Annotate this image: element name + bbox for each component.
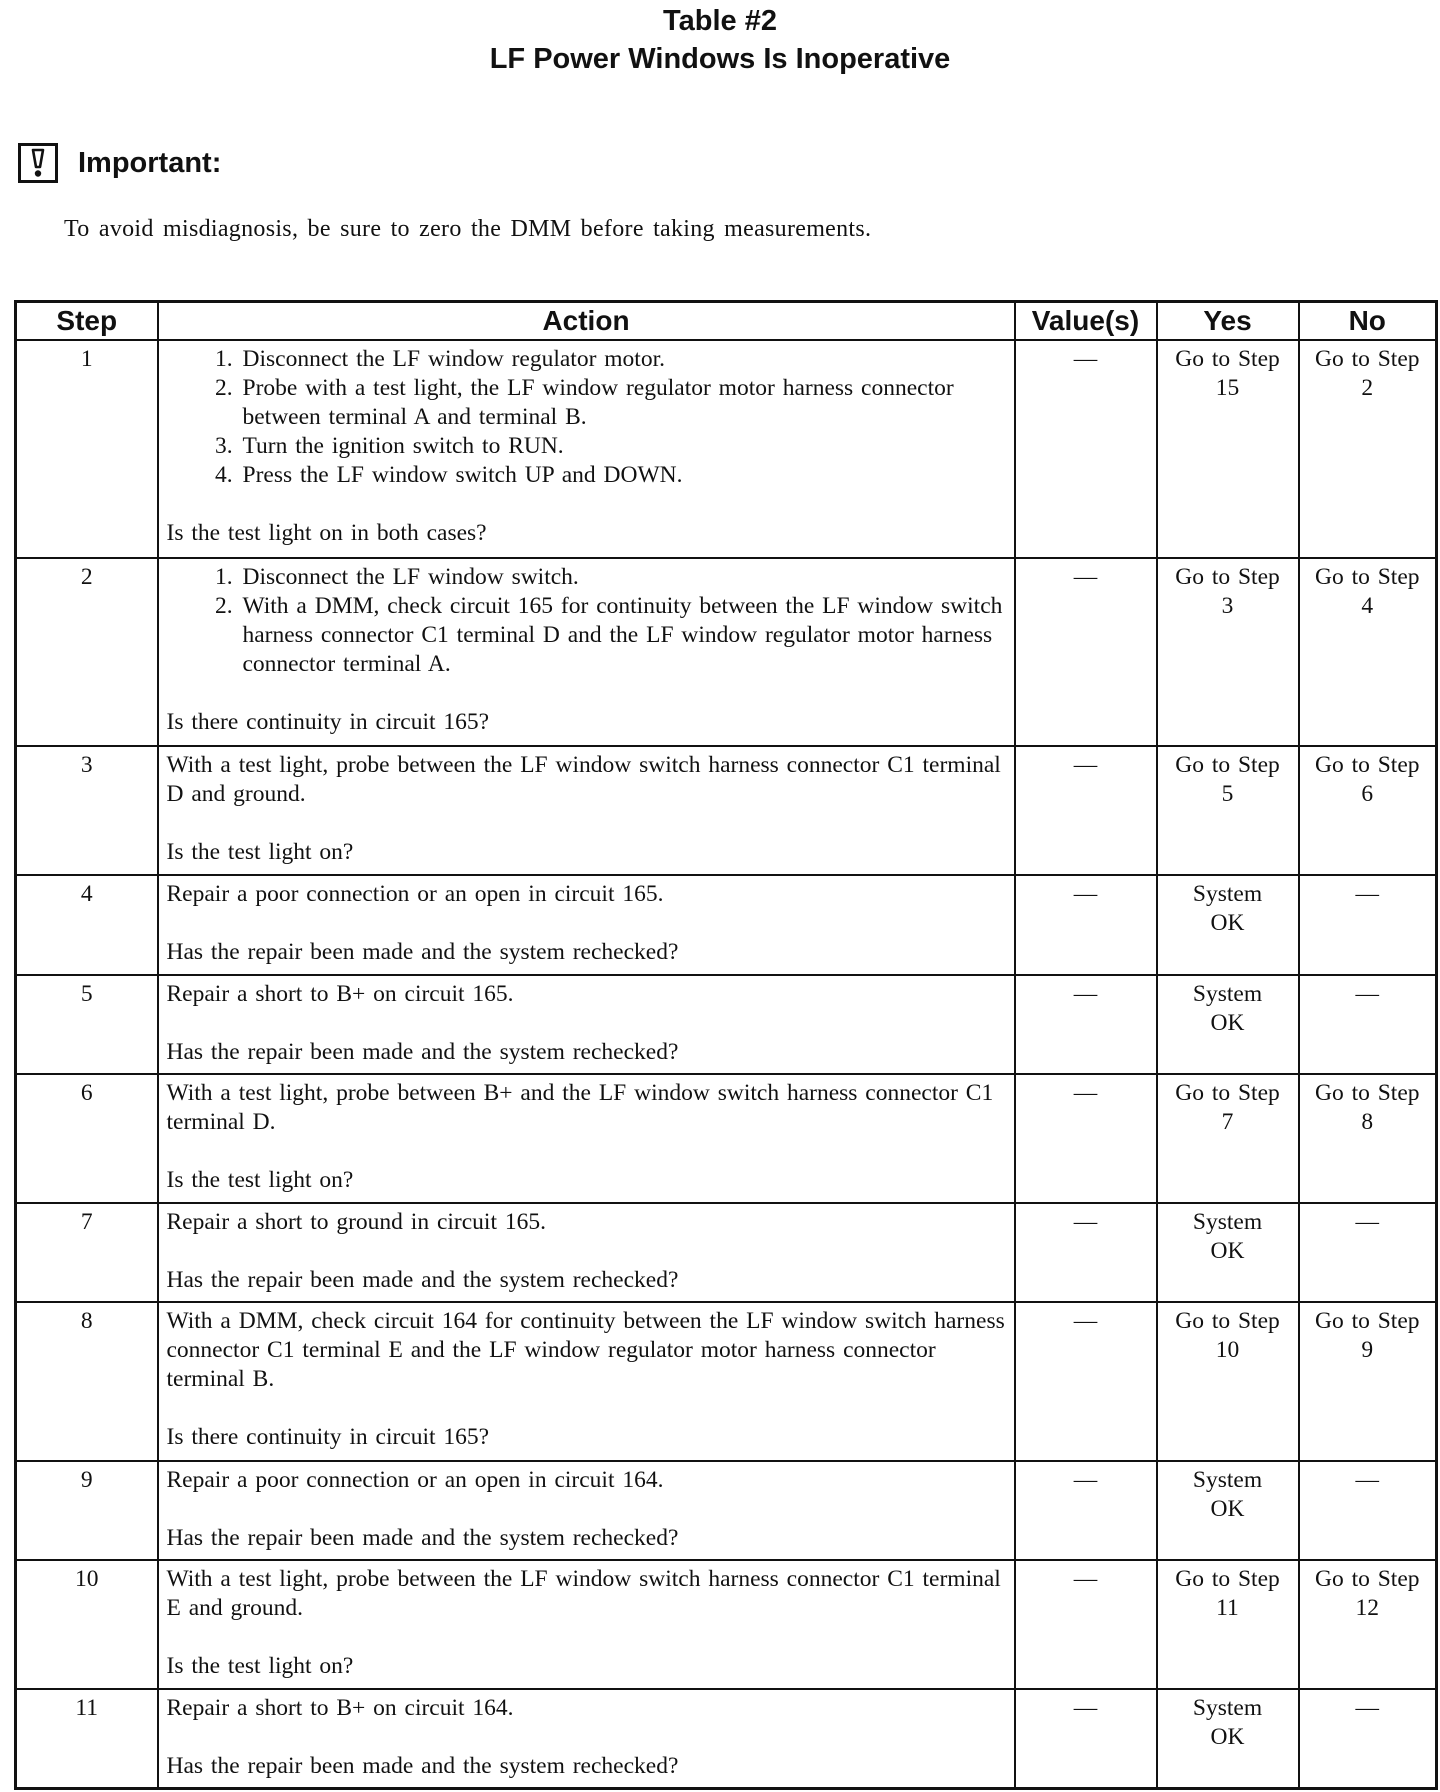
yes-target: 10 — [1215, 1337, 1240, 1363]
page-title — [0, 0, 1440, 78]
action-instruction: Repair a short to B+ on circuit 164. — [166, 1695, 514, 1721]
action-cell — [158, 1461, 1015, 1560]
action-cell — [158, 1074, 1015, 1203]
yes-cell — [1157, 1461, 1299, 1560]
action-instruction: Repair a poor connection or an open in circuit 164. — [166, 1467, 664, 1493]
yes-cell — [1157, 340, 1299, 558]
no-target: 12 — [1355, 1595, 1379, 1621]
header-action: Action — [158, 302, 1015, 341]
yes-cell — [1157, 746, 1299, 875]
value-cell: — — [1015, 558, 1157, 746]
action-instruction: With a DMM, check circuit 164 for continuity between the LF window switch harness connector C1 terminal E and the LF window regulator motor harness connector terminal B. — [166, 1308, 1005, 1392]
action-instruction: With a test light, probe between the LF window switch harness connector C1 terminal E and ground. — [166, 1566, 1001, 1621]
no-label: — — [1355, 1467, 1379, 1493]
action-question: Is the test light on? — [166, 839, 354, 865]
action-instruction: Repair a short to ground in circuit 165. — [166, 1209, 546, 1235]
action-instruction: Repair a poor connection or an open in circuit 165. — [166, 881, 664, 907]
no-label: — — [1355, 881, 1379, 907]
yes-label: System — [1192, 1695, 1263, 1721]
action-item: 1. Disconnect the LF window switch. — [241, 563, 1006, 592]
step-number: 9 — [16, 1461, 158, 1560]
yes-target: OK — [1210, 1724, 1245, 1750]
yes-label: System — [1192, 1209, 1263, 1235]
yes-cell — [1157, 875, 1299, 975]
value-cell: — — [1015, 975, 1157, 1074]
action-cell — [158, 1302, 1015, 1461]
no-cell — [1299, 1074, 1437, 1203]
no-cell — [1299, 1302, 1437, 1461]
yes-target: 5 — [1221, 781, 1234, 807]
action-item: 4. Press the LF window switch UP and DOWN. — [241, 461, 1006, 490]
no-label: Go to Step — [1314, 564, 1420, 590]
action-question: Is the test light on in both cases? — [166, 520, 487, 546]
yes-target: 11 — [1216, 1595, 1239, 1621]
yes-label: Go to Step — [1175, 346, 1280, 372]
no-label: — — [1355, 981, 1379, 1007]
table-row — [16, 746, 1437, 875]
action-item: 1. Disconnect the LF window regulator motor. — [241, 345, 1006, 374]
step-number: 6 — [16, 1074, 158, 1203]
no-target: 9 — [1361, 1337, 1374, 1363]
yes-cell — [1157, 1074, 1299, 1203]
action-question: Has the repair been made and the system rechecked? — [166, 1267, 679, 1293]
no-cell — [1299, 1689, 1437, 1789]
step-number: 4 — [16, 875, 158, 975]
action-instruction: With a test light, probe between B+ and the LF window switch harness connector C1 terminal D. — [166, 1080, 994, 1135]
table-row — [16, 1461, 1437, 1560]
no-label: Go to Step — [1314, 346, 1420, 372]
action-cell — [158, 340, 1015, 558]
important-note: To avoid misdiagnosis, be sure to zero the DMM before taking measurements. — [64, 216, 872, 242]
important-callout — [18, 140, 221, 186]
action-instruction: With a test light, probe between the LF window switch harness connector C1 terminal D and ground. — [166, 752, 1001, 807]
action-cell — [158, 746, 1015, 875]
action-cell — [158, 1560, 1015, 1689]
action-question: Has the repair been made and the system rechecked? — [166, 1753, 679, 1779]
important-label: Important: — [78, 146, 222, 179]
table-row — [16, 975, 1437, 1074]
step-number: 10 — [16, 1560, 158, 1689]
yes-target: 15 — [1215, 375, 1240, 401]
value-cell: — — [1015, 1461, 1157, 1560]
no-target: 8 — [1361, 1109, 1374, 1135]
no-label: Go to Step — [1314, 1566, 1420, 1592]
yes-cell — [1157, 1302, 1299, 1461]
yes-target: 3 — [1221, 593, 1234, 619]
action-question: Is the test light on? — [166, 1653, 354, 1679]
yes-label: System — [1192, 881, 1263, 907]
table-title: LF Power Windows Is Inoperative — [489, 43, 951, 75]
table-row — [16, 1689, 1437, 1789]
action-cell — [158, 1689, 1015, 1789]
step-number: 2 — [16, 558, 158, 746]
action-question: Is the test light on? — [166, 1167, 354, 1193]
action-cell — [158, 975, 1015, 1074]
no-cell — [1299, 340, 1437, 558]
header-no: No — [1299, 302, 1437, 341]
no-cell — [1299, 746, 1437, 875]
table-row — [16, 1074, 1437, 1203]
no-label: Go to Step — [1314, 1080, 1420, 1106]
yes-label: System — [1192, 981, 1263, 1007]
yes-target: OK — [1210, 1496, 1245, 1522]
header-step: Step — [16, 302, 158, 341]
table-number: Table #2 — [663, 5, 777, 37]
step-number: 8 — [16, 1302, 158, 1461]
no-cell — [1299, 975, 1437, 1074]
yes-target: OK — [1210, 1238, 1245, 1264]
no-target: 6 — [1361, 781, 1374, 807]
table-header-row — [16, 302, 1437, 341]
step-number: 5 — [16, 975, 158, 1074]
table-row — [16, 1560, 1437, 1689]
action-item: 2. Probe with a test light, the LF window regulator motor harness connector between terminal A and terminal B. — [241, 374, 1006, 432]
exclamation-icon — [18, 143, 58, 183]
action-question: Has the repair been made and the system rechecked? — [166, 1525, 679, 1551]
yes-cell — [1157, 1203, 1299, 1302]
action-list — [167, 345, 1006, 490]
table-row — [16, 1203, 1437, 1302]
value-cell: — — [1015, 1203, 1157, 1302]
no-label: Go to Step — [1314, 1308, 1420, 1334]
step-number: 1 — [16, 340, 158, 558]
value-cell: — — [1015, 746, 1157, 875]
yes-target: 7 — [1221, 1109, 1234, 1135]
action-item: 3. Turn the ignition switch to RUN. — [241, 432, 1006, 461]
no-cell — [1299, 1461, 1437, 1560]
value-cell: — — [1015, 1302, 1157, 1461]
yes-label: Go to Step — [1175, 1080, 1280, 1106]
step-number: 3 — [16, 746, 158, 875]
yes-target: OK — [1210, 1010, 1245, 1036]
value-cell: — — [1015, 340, 1157, 558]
no-label: Go to Step — [1314, 752, 1420, 778]
yes-cell — [1157, 1560, 1299, 1689]
action-question: Has the repair been made and the system rechecked? — [166, 939, 679, 965]
yes-cell — [1157, 558, 1299, 746]
action-question: Has the repair been made and the system rechecked? — [166, 1039, 679, 1065]
action-cell — [158, 1203, 1015, 1302]
no-cell — [1299, 558, 1437, 746]
no-target: 4 — [1361, 593, 1374, 619]
no-label: — — [1355, 1695, 1379, 1721]
yes-cell — [1157, 975, 1299, 1074]
no-cell — [1299, 1203, 1437, 1302]
step-number: 11 — [16, 1689, 158, 1789]
yes-label: System — [1192, 1467, 1263, 1493]
no-target: 2 — [1361, 375, 1374, 401]
value-cell: — — [1015, 1560, 1157, 1689]
action-cell — [158, 875, 1015, 975]
table-row — [16, 340, 1437, 558]
table-row — [16, 1302, 1437, 1461]
yes-target: OK — [1210, 910, 1245, 936]
action-item: 2. With a DMM, check circuit 165 for continuity between the LF window switch harness connector C1 terminal D and the LF window regulator motor harness connector terminal A. — [241, 592, 1006, 679]
value-cell: — — [1015, 875, 1157, 975]
yes-label: Go to Step — [1175, 1308, 1280, 1334]
yes-label: Go to Step — [1175, 564, 1280, 590]
no-cell — [1299, 1560, 1437, 1689]
header-values: Value(s) — [1015, 302, 1157, 341]
yes-label: Go to Step — [1175, 1566, 1280, 1592]
yes-cell — [1157, 1689, 1299, 1789]
no-label: — — [1355, 1209, 1379, 1235]
table-row — [16, 558, 1437, 746]
no-cell — [1299, 875, 1437, 975]
table-row — [16, 875, 1437, 975]
action-question: Is there continuity in circuit 165? — [166, 1424, 490, 1450]
diagnostic-table — [14, 300, 1438, 1790]
header-yes: Yes — [1157, 302, 1299, 341]
action-instruction: Repair a short to B+ on circuit 165. — [166, 981, 514, 1007]
step-number: 7 — [16, 1203, 158, 1302]
action-question: Is there continuity in circuit 165? — [166, 709, 490, 735]
value-cell: — — [1015, 1074, 1157, 1203]
yes-label: Go to Step — [1175, 752, 1280, 778]
action-list — [167, 563, 1006, 679]
value-cell: — — [1015, 1689, 1157, 1789]
action-cell — [158, 558, 1015, 746]
